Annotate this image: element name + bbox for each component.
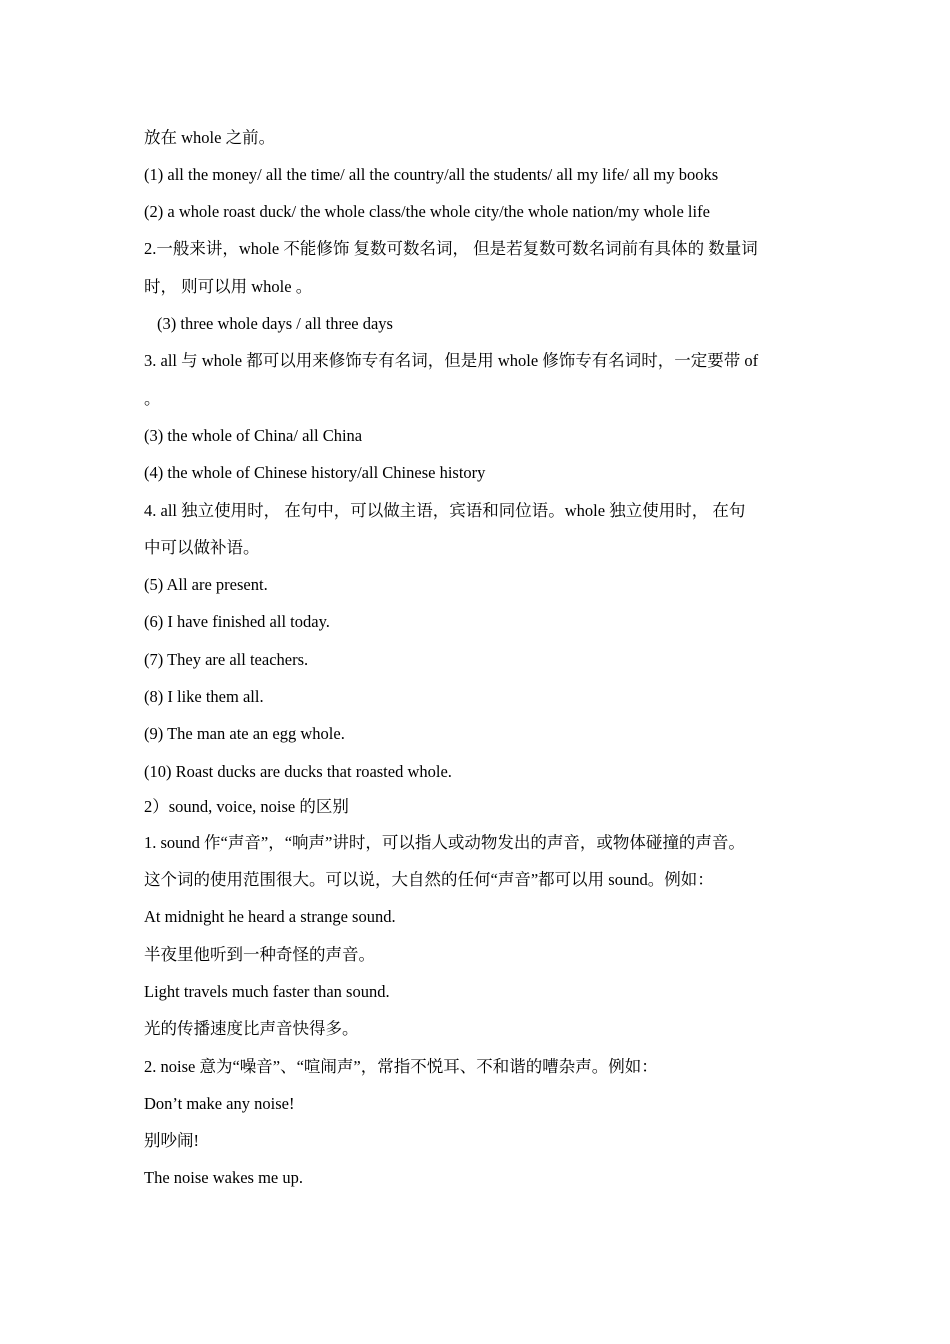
text-line: 1. sound 作“声音”，“响声”讲时，可以指人或动物发出的声音，或物体碰撞的声音。 [144,833,745,852]
text-line: (1) all the money/ all the time/ all the country/all the students/ all my life/ all my books [144,165,719,184]
text-line: 中可以做补语。 [144,538,260,557]
text-line: (3) three whole days / all three days [157,314,393,333]
example-translation: 半夜里他听到一种奇怪的声音。 [144,945,375,964]
text-line: 4. all 独立使用时， 在句中，可以做主语，宾语和同位语。whole 独立使用时， 在句 [144,501,746,520]
text-line: (5) All are present. [144,575,268,594]
text-line: (9) The man ate an egg whole. [144,724,345,743]
example-sentence: Don’t make any noise! [144,1094,295,1113]
section-heading: 2）sound, voice, noise 的区别 [144,797,349,816]
text-line: 3. all 与 whole 都可以用来修饰专有名词，但是用 whole 修饰专有名词时，一定要带 of [144,351,759,370]
text-line: (3) the whole of China/ all China [144,426,363,445]
example-sentence: Light travels much faster than sound. [144,982,390,1001]
text-line: (4) the whole of Chinese history/all Chinese history [144,463,486,482]
example-sentence: At midnight he heard a strange sound. [144,907,396,926]
text-line: (8) I like them all. [144,687,264,706]
example-translation: 光的传播速度比声音快得多。 [144,1019,359,1038]
text-line: 2.一般来讲，whole 不能修饰 复数可数名词， 但是若复数可数名词前有具体的 数量词 [144,239,758,258]
text-line: (7) They are all teachers. [144,650,309,669]
text-line: 时， 则可以用 whole 。 [144,277,313,296]
text-line: (6) I have finished all today. [144,612,330,631]
example-sentence: The noise wakes me up. [144,1168,303,1187]
text-line: 这个词的使用范围很大。可以说，大自然的任何“声音”都可以用 sound。例如： [144,870,714,889]
text-line: (2) a whole roast duck/ the whole class/the whole city/the whole nation/my whole life [144,202,710,221]
text-line: 2. noise 意为“噪音”、“喧闹声”，常指不悦耳、不和谐的嘈杂声。例如： [144,1057,658,1076]
example-translation: 别吵闹! [144,1131,199,1150]
text-line: 。 [144,389,161,408]
text-line: 放在 whole 之前。 [144,128,276,147]
text-line: (10) Roast ducks are ducks that roasted whole. [144,762,452,781]
